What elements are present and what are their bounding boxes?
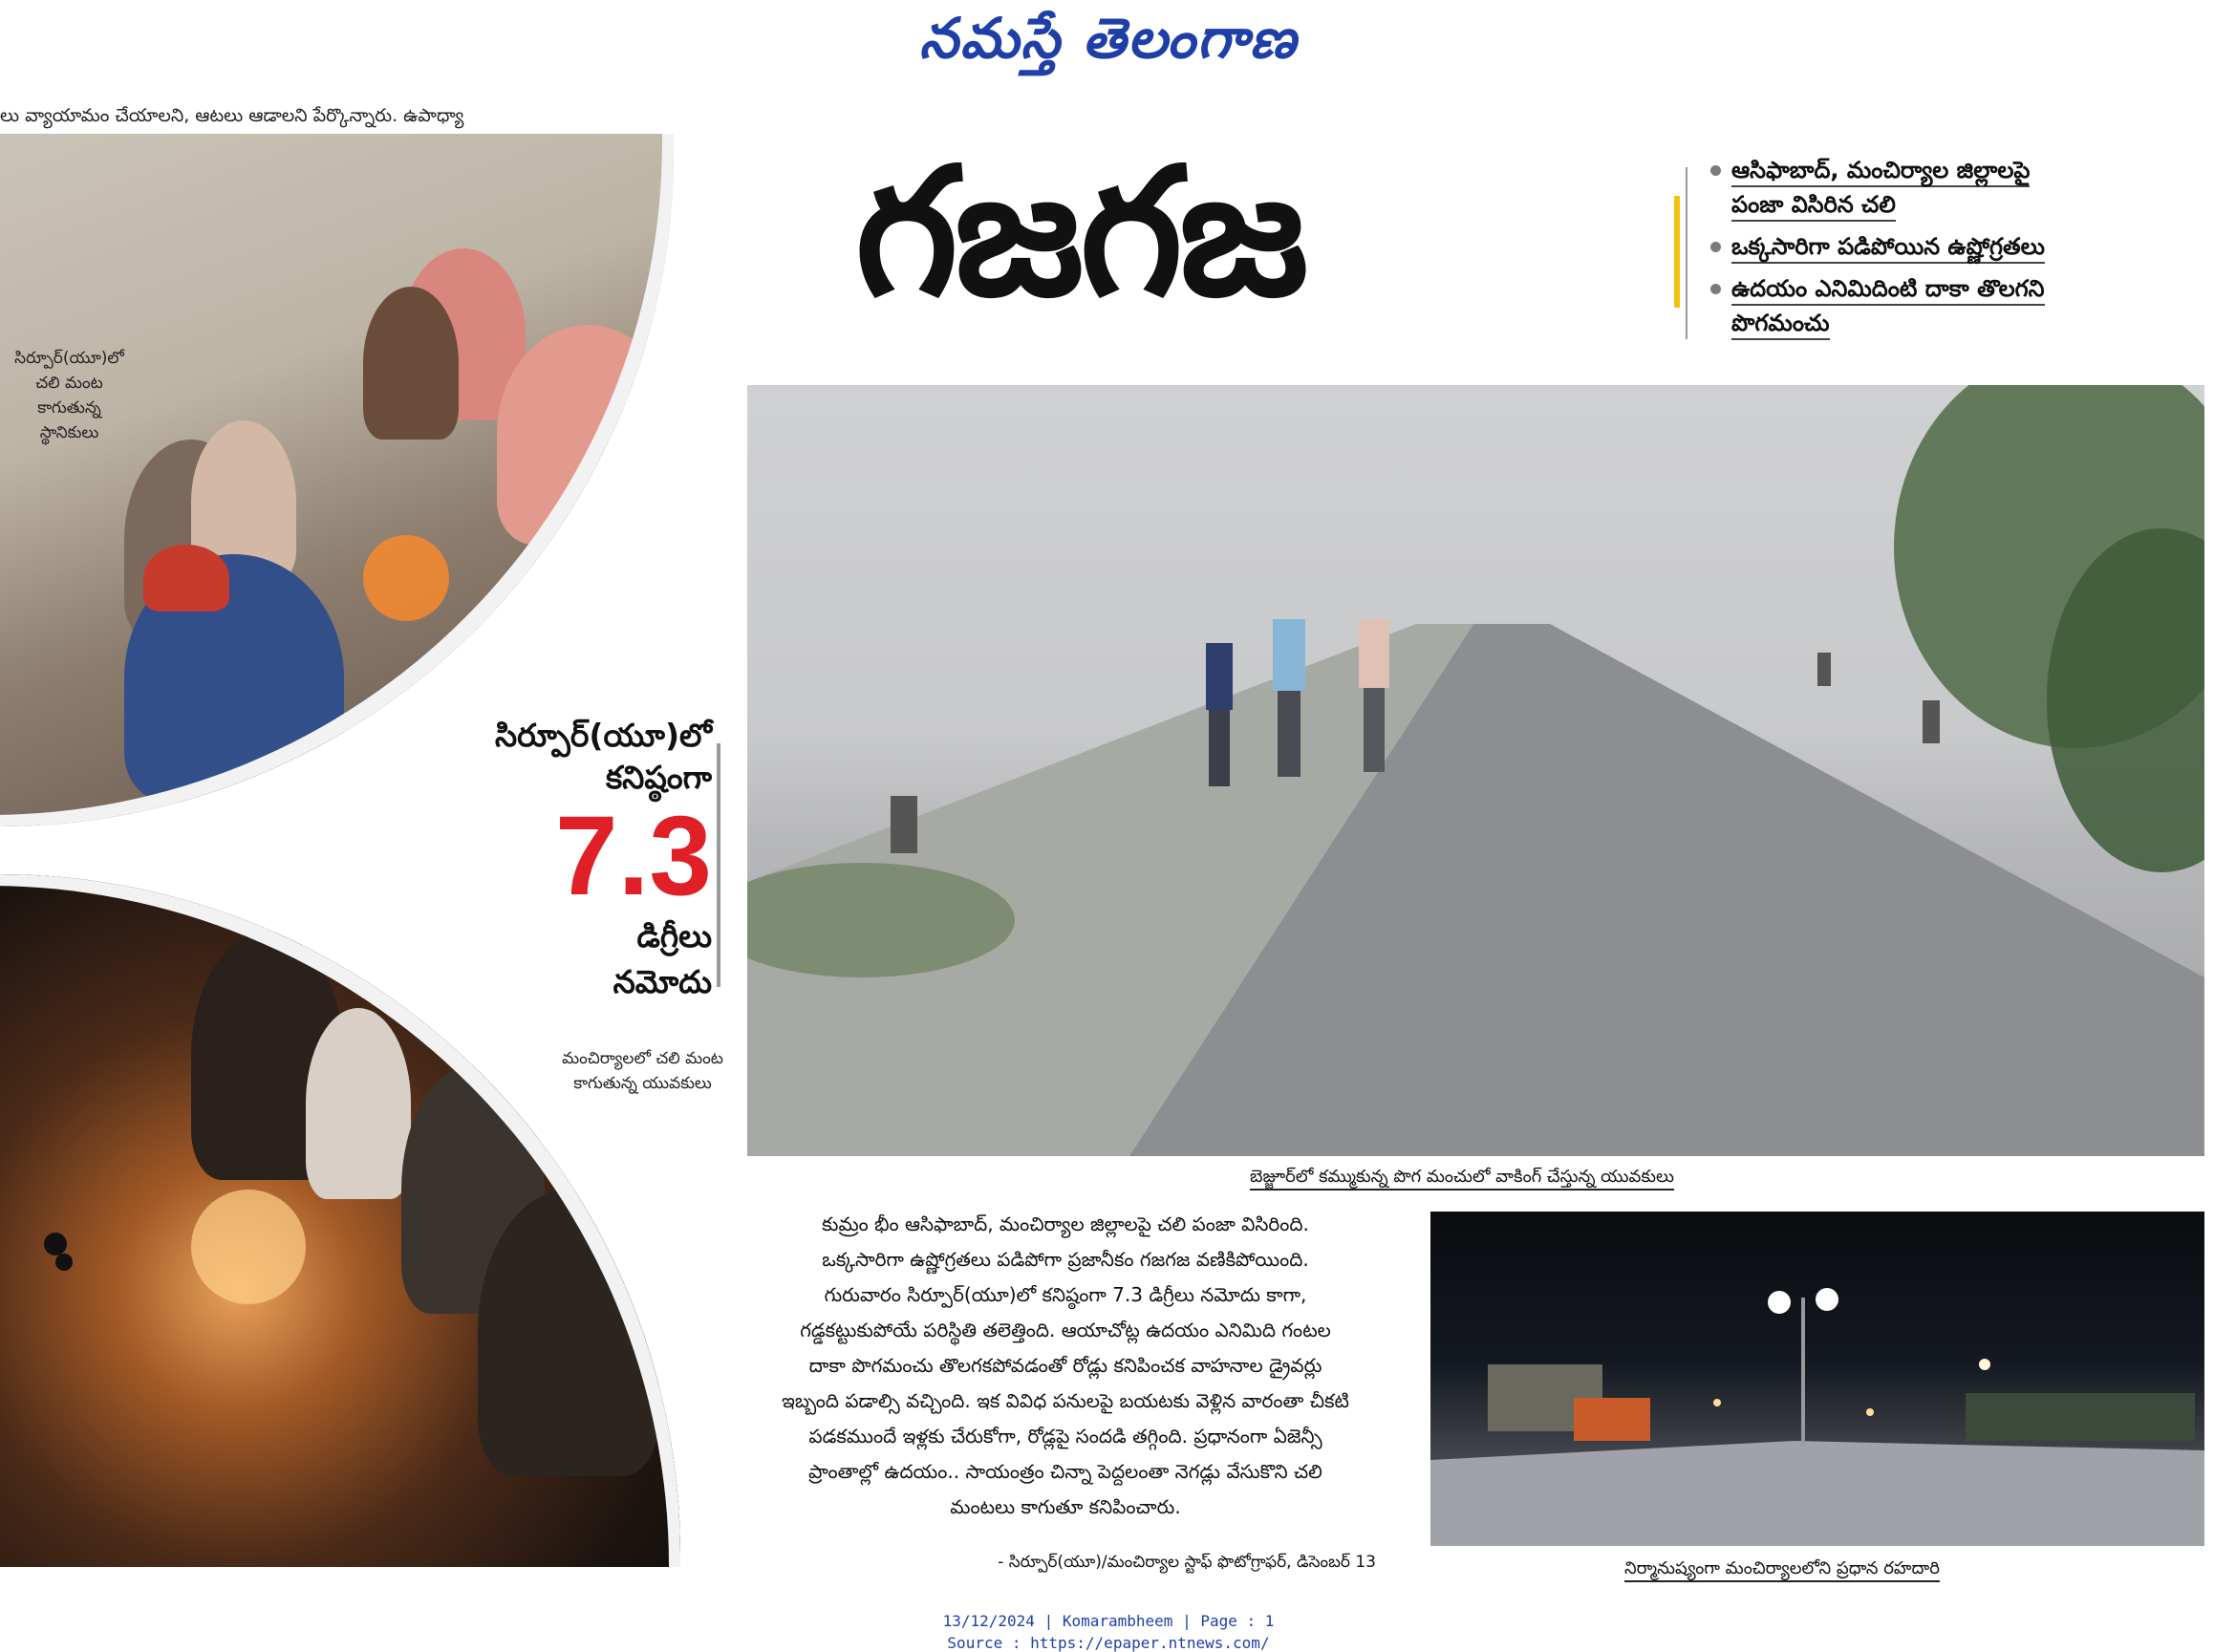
caption-line: కాగుతున్న యువకులు bbox=[573, 1074, 712, 1093]
divider-line bbox=[1686, 167, 1687, 339]
body-line: ఒక్కసారిగా ఉష్ణోగ్రతలు పడిపోగా ప్రజానీకం గజగజ వణికిపోయింది. bbox=[822, 1248, 1309, 1271]
temp-unit: డిగ్రీలు bbox=[636, 917, 712, 955]
body-line: గడ్డకట్టుకుపోయే పరిస్థితి తలెత్తింది. ఆయాచోట్ల ఉదయం ఎనిమిది గంటల bbox=[800, 1319, 1331, 1341]
temp-location: సిర్పూర్(యూ)లో bbox=[494, 717, 712, 754]
caption-line: కాగుతున్న bbox=[37, 398, 101, 418]
caption-line: చలి మంట bbox=[35, 374, 103, 393]
main-photo-caption bbox=[1194, 1164, 1730, 1191]
body-line: ఇబ్బంది పడాల్సి వచ్చింది. ఇక వివిధ పనులపై బయటకు వెళ్లిన వారంతా చీకటి bbox=[782, 1389, 1349, 1412]
body-line: గురువారం సిర్పూర్(యూ)లో కనిష్ఠంగా 7.3 డిగ్రీలు నమోదు కాగా, bbox=[824, 1283, 1307, 1306]
decorative-dot bbox=[44, 1233, 67, 1255]
night-road-photo bbox=[1430, 1212, 2204, 1546]
bullet-item bbox=[1710, 271, 2207, 340]
night-photo-caption bbox=[1624, 1555, 2160, 1582]
body-line: ప్రాంతాల్లో ఉదయం.. సాయంత్రం చిన్నా పెద్దలంతా నెగడ్లు వేసుకొని చలి bbox=[808, 1460, 1322, 1483]
body-line: కుమ్రం భీం ఆసిఫాబాద్, మంచిర్యాల జిల్లాలపై చలి పంజా విసిరింది. bbox=[822, 1212, 1309, 1235]
temp-label: కనిష్ఠంగా bbox=[605, 759, 712, 796]
body-line: పడకముందే ఇళ్లకు చేరుకోగా, రోడ్లపై సందడి తగ్గింది. ప్రధానంగా ఏజెన్సీ bbox=[808, 1425, 1322, 1448]
caption-text: బెజ్జూర్‌లో కమ్ముకున్న పొగ మంచులో వాకింగ్ చేస్తున్న యువకులు bbox=[1250, 1167, 1674, 1191]
fog-road-illustration bbox=[747, 385, 2204, 1156]
headline: గజగజ bbox=[855, 129, 1305, 335]
caption-line: స్థానికులు bbox=[39, 423, 99, 442]
temp-value: 7.3 bbox=[554, 793, 712, 919]
decorative-dot bbox=[55, 1254, 73, 1271]
photo2-caption bbox=[540, 1046, 745, 1096]
bullet-text: పంజా విసిరిన చలి bbox=[1731, 191, 1896, 222]
bullet-text: ఉదయం ఎనిమిదింటి దాకా తొలగని bbox=[1731, 275, 2045, 306]
footer-source: Source : https://epaper.ntnews.com/ bbox=[947, 1634, 1270, 1652]
bullet-text: ఒక్కసారిగా పడిపోయిన ఉష్ణోగ్రతలు bbox=[1731, 233, 2045, 264]
body-line: దాకా పొగమంచు తొలగకపోవడంతో రోడ్లు కనిపించక వాహనాల డ్రైవర్లు bbox=[808, 1354, 1322, 1377]
highlight-bullets bbox=[1710, 153, 2207, 348]
bullet-item bbox=[1710, 229, 2207, 264]
caption-line: మంచిర్యాలలో చలి మంట bbox=[562, 1049, 723, 1068]
caption-line: సిర్పూర్(యూ)లో bbox=[14, 349, 124, 368]
accent-bar bbox=[1674, 196, 1680, 308]
bullet-icon bbox=[1710, 165, 1721, 176]
divider-bar bbox=[717, 743, 720, 987]
byline: - సిర్పూర్(యూ)/మంచిర్యాల స్టాఫ్ ఫొటోగ్రాఫర్, డిసెంబర్ 13 bbox=[998, 1553, 1376, 1572]
text-line: లు వ్యాయామం చేయాలని, ఆటలు ఆడాలని పేర్కొన్నారు. ఉపాధ్యా bbox=[0, 105, 464, 126]
body-line: మంటలు కాగుతూ కనిపించారు. bbox=[950, 1495, 1181, 1518]
masthead-logo: నమస్తే తెలంగాణ bbox=[919, 6, 1298, 71]
bullet-icon bbox=[1710, 242, 1721, 252]
bullet-icon bbox=[1710, 284, 1721, 294]
caption-text: నిర్మానుష్యంగా మంచిర్యాలలోని ప్రధాన రహదారి bbox=[1624, 1558, 1940, 1582]
bullet-item bbox=[1710, 153, 2207, 222]
article-body bbox=[755, 1207, 1376, 1525]
photo1-caption bbox=[0, 346, 139, 445]
fog-road-photo bbox=[747, 385, 2204, 1156]
bullet-text: ఆసిఫాబాద్, మంచిర్యాల జిల్లాలపై bbox=[1731, 157, 2030, 187]
night-road-illustration bbox=[1430, 1212, 2204, 1546]
bullet-text: పొగమంచు bbox=[1731, 310, 1830, 340]
footer-edition-info: 13/12/2024 | Komarambheem | Page : 1 bbox=[942, 1612, 1275, 1630]
temperature-callout bbox=[459, 715, 712, 1005]
temp-recorded: నమోదు bbox=[613, 963, 712, 1000]
